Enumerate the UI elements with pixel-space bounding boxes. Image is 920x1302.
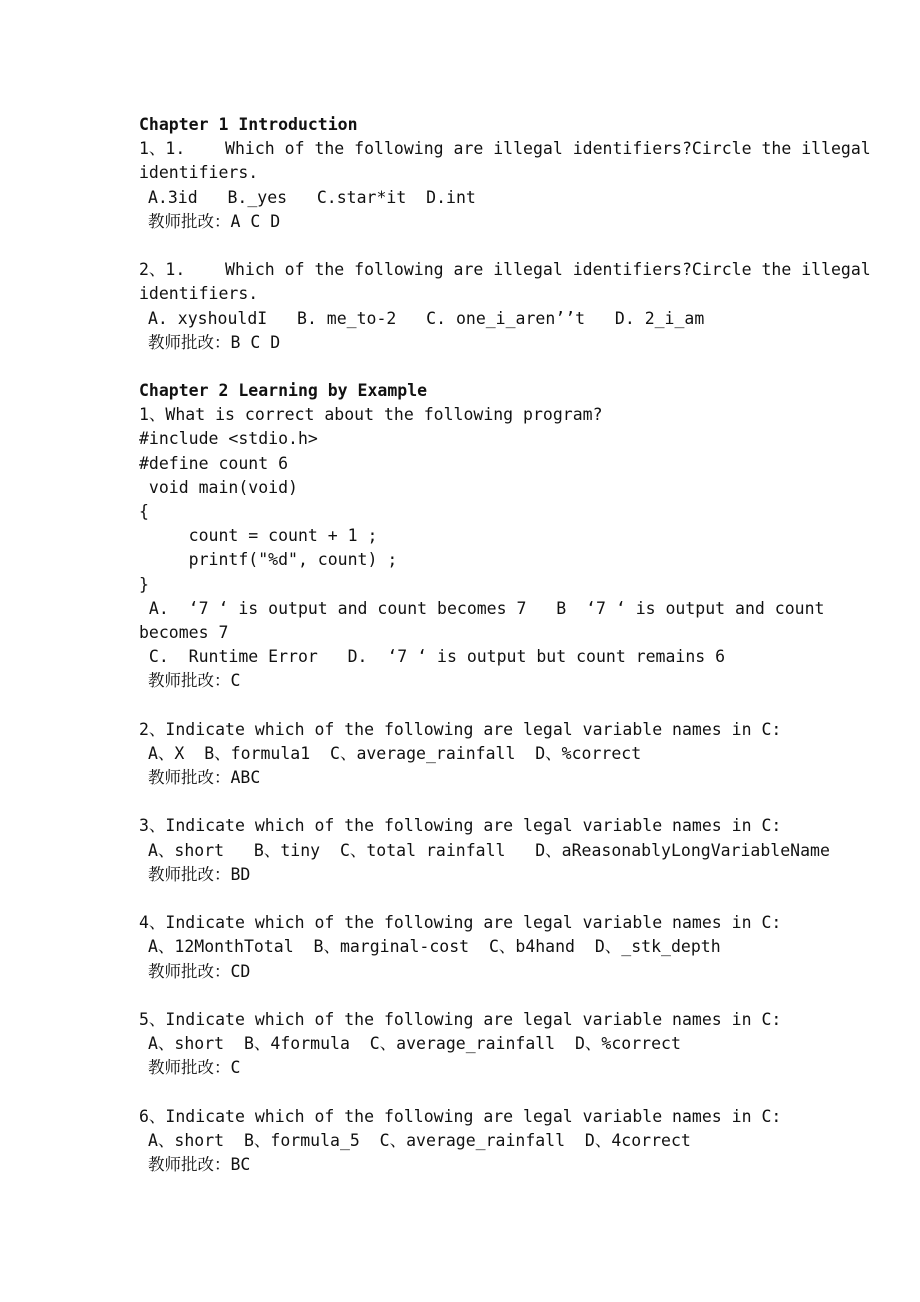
ch1-q2-text: 2、1. Which of the following are illegal identifiers?Circle the illegal [139, 260, 871, 280]
ch2-q4-answer: 教师批改：CD [148, 961, 251, 981]
ch2-q3-answer: 教师批改：BD [148, 864, 251, 884]
ch1-q2-answer: 教师批改：B C D [148, 332, 281, 352]
code-line: printf("%d", count) ; [139, 550, 398, 570]
ch2-q6-answer: 教师批改：BC [148, 1155, 251, 1175]
ch1-q1-text-cont: identifiers. [139, 163, 259, 183]
chapter2-title: Chapter 2 Learning by Example [139, 381, 428, 401]
ch2-q6-options: A、short B、formula_5 C、average_rainfall D、4correct [148, 1130, 691, 1150]
ch2-q2-answer: 教师批改：ABC [148, 768, 261, 788]
ch2-q1-answer: 教师批改：C [148, 671, 241, 691]
code-line: #define count 6 [139, 453, 289, 473]
ch2-q5-answer: 教师批改：C [148, 1058, 241, 1078]
ch2-q1-options-2: C. Runtime Error D. ‘7 ‘ is output but count remains 6 [139, 647, 726, 667]
ch2-q2-options: A、X B、formula1 C、average_rainfall D、%correct [148, 743, 642, 763]
document-page [139, 113, 871, 1177]
chapter1-title: Chapter 1 Introduction [139, 115, 358, 134]
ch2-q1-options: A. ‘7 ‘ is output and count becomes 7 B ‘7 ‘ is output and count [139, 598, 825, 618]
code-line: void main(void) [139, 477, 298, 497]
ch2-q4-options: A、12MonthTotal B、marginal-cost C、b4hand D、_stk_depth [148, 937, 721, 957]
ch1-q1-text: 1、1. Which of the following are illegal identifiers?Circle the illegal [139, 139, 871, 159]
ch1-q2-options: A. xyshouldI B. me_to-2 C. one_i_aren’’t D. 2_i_am [148, 308, 705, 328]
ch2-q3-text: 3、Indicate which of the following are legal variable names in C: [139, 816, 782, 836]
ch1-q1-answer: 教师批改：A C D [148, 211, 281, 231]
ch2-q2-text: 2、Indicate which of the following are legal variable names in C: [139, 719, 782, 739]
code-line: #include <stdio.h> [139, 429, 318, 449]
ch2-q1-options-cont: becomes 7 [139, 622, 229, 642]
ch2-q6-text: 6、Indicate which of the following are legal variable names in C: [139, 1106, 782, 1126]
ch1-q2-text-cont: identifiers. [139, 284, 259, 304]
code-line: count = count + 1 ; [139, 526, 378, 546]
ch2-q5-text: 5、Indicate which of the following are legal variable names in C: [139, 1009, 782, 1029]
code-line: } [139, 574, 149, 594]
ch2-q1-text: 1、What is correct about the following program? [139, 405, 603, 425]
ch2-q4-text: 4、Indicate which of the following are legal variable names in C: [139, 913, 782, 933]
code-line: { [139, 502, 149, 521]
ch2-q3-options: A、short B、tiny C、total rainfall D、aReasonablyLongVariableName [148, 840, 830, 860]
ch1-q1-options: A.3id B._yes C.star*it D.int [148, 187, 476, 207]
ch2-q5-options: A、short B、4formula C、average_rainfall D、%correct [148, 1034, 681, 1054]
